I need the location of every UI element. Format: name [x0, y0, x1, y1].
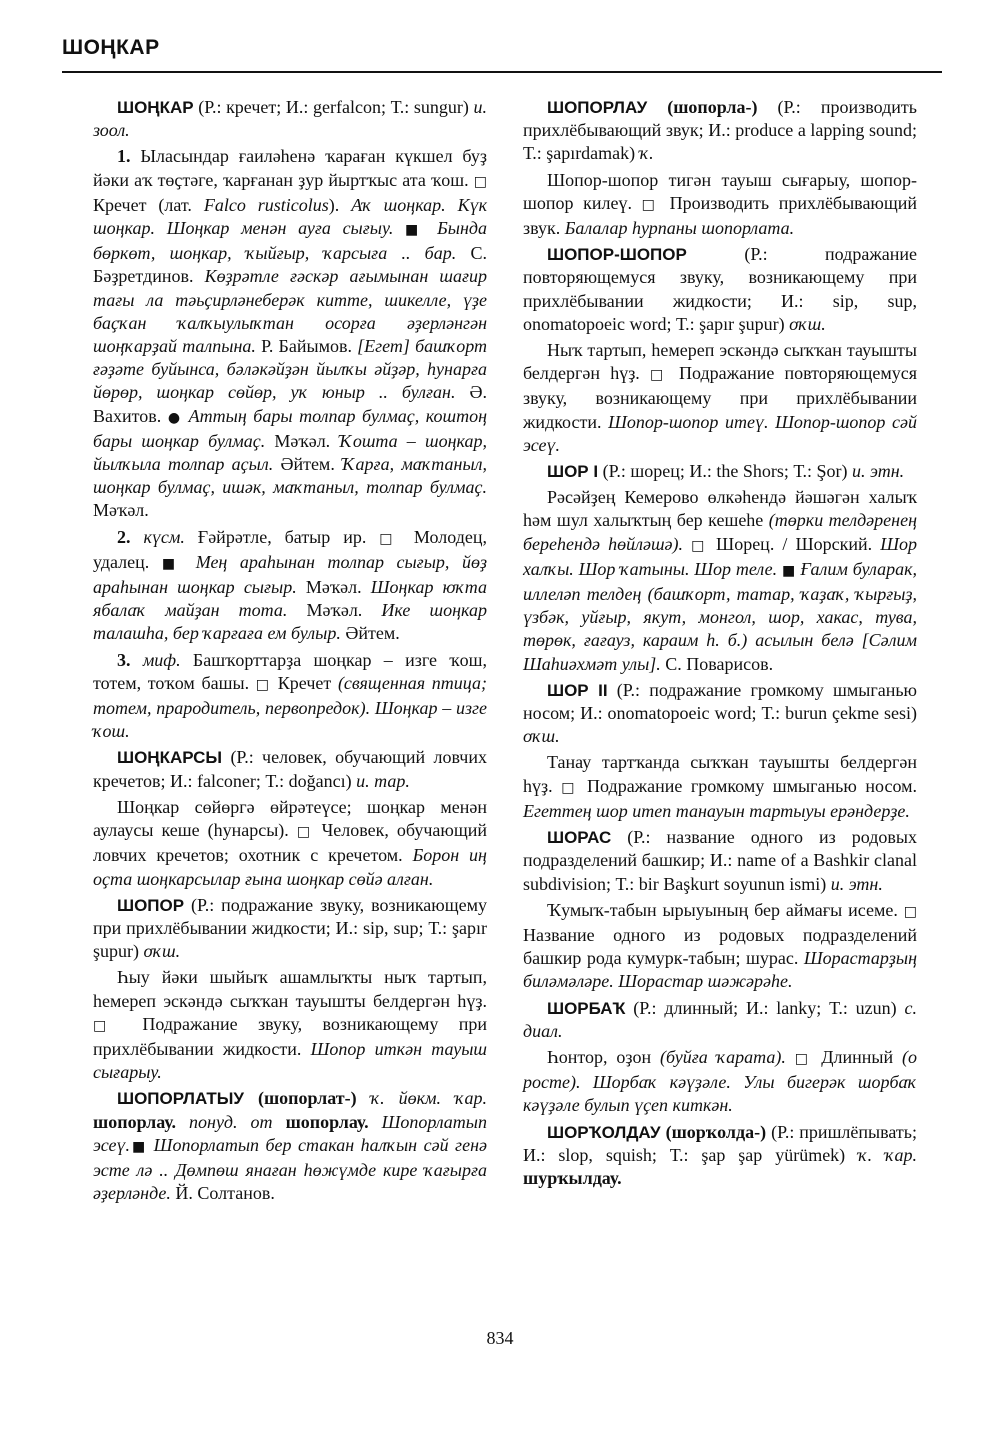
square-icon: ■ — [129, 1138, 148, 1155]
entry-shorbak — [523, 997, 917, 1043]
entry-meta: (Р.: производить прихлёбывающий звук; И.: produce a lapping sound; Т.: şapırdamak) — [523, 97, 917, 164]
entry-body — [523, 1046, 917, 1118]
entry-body — [523, 339, 917, 457]
author: Әйтем. — [273, 454, 343, 475]
example: Егеттең шор итеп танауын тартыуы ерәндерҙе. — [523, 800, 910, 821]
entry-meta: (Р.: подражание громкому шмыганью носом; И.: onomatopoeic word; Т.: burun çekme sesi) — [523, 679, 917, 724]
sense-number: 3. — [117, 649, 131, 670]
entry-meta: (Р.: название одного из родовых подразделений башкир; И.: name of a Bashkir clanal subdivision; Т.: bir Başkurt soyunun ismi) — [523, 827, 917, 894]
box-icon: □ — [794, 1050, 813, 1067]
entry-body — [523, 751, 917, 823]
headword: ШОПОРЛАУ — [547, 98, 648, 117]
grammar-label: оҡш. — [143, 941, 181, 962]
cross-reference: шурҡылдау. — [523, 1167, 622, 1188]
definition: Ыласындар ғаиләһенә ҡараған күкшел буҙ йәки аҡ төҫтәге, ҡарғанан ҙур йыртҡыс ата ҡош. — [93, 146, 487, 190]
definition: Ныҡ тартып, һемереп эскәндә сыҡҡан тауышты белдергән һүҙ. — [523, 340, 917, 384]
entry-shoporlau — [523, 96, 917, 166]
entry-shor-1 — [523, 460, 917, 483]
translation: Подражание повторяющемуся звуку, возникающему при прихлёбывании жидкости. — [523, 363, 918, 432]
definition: Шоңкар сөйөргә өйрәтеүсе; шоңкар менән аулаусы кеше (һунарсы). — [93, 796, 487, 841]
entry-meta: (Р.: пришлёпывать; И.: slop, squish; Т.: şap şap yürümek) — [523, 1121, 917, 1165]
grammar-label: и. зоол. — [93, 97, 487, 141]
entry-shonkar — [93, 96, 487, 142]
headword: ШОПОРЛАТЫУ — [117, 1089, 244, 1109]
entry-body — [523, 899, 917, 994]
grammar-form: (шопорла-) — [647, 97, 778, 117]
grammar-label: миф. — [130, 649, 181, 670]
entry-shopor — [93, 894, 487, 964]
translation: Молодец, удалец. — [93, 526, 487, 572]
proverb: Ҡарға, маҡтаныл, шоңкар булмаҫ, ишәк, маҡтаныл, толпар булмаҫ. — [93, 454, 487, 498]
entry-body — [93, 966, 487, 1084]
author: Й. Солтанов. — [170, 1183, 275, 1204]
definition: Рәсәйҙең Кемерово өлкәһендә йәшәгән халыҡ һәм шул халыҡтың бер кешеһе — [523, 487, 917, 531]
entry-meta: (Р.: человек, обучающий ловчих кречетов; И.: falconer; Т.: doğancı) — [93, 747, 487, 791]
latin-name: Falco rusticolus — [203, 194, 329, 215]
headword: ШОРАС — [547, 828, 612, 848]
page-header — [62, 36, 942, 60]
grammar-label: и. тар. — [356, 770, 410, 791]
running-head: ШОҢКАР — [62, 36, 160, 59]
entry-body — [93, 796, 487, 891]
box-icon: □ — [473, 173, 487, 190]
box-icon: □ — [641, 196, 660, 213]
headword: ШОР I — [547, 462, 599, 482]
author: Ә. Вахитов. — [93, 382, 487, 426]
example: Ғалим буларак, иллеләп телдең (башҡорт, татар, ҡаҙаҡ, ҡырғыҙ, үзбәк, уйғыр, якут, монгол, шор, хакас, тува, төрөк, ғағауз, караим һ. б.) асылын белә [Сәлим Шаһиәхмәт улы]. — [523, 558, 918, 674]
headword: ШОҢКАР — [117, 98, 194, 117]
entry-shopor-shopor — [523, 243, 917, 336]
entry-meta: (Р.: кречет; И.: gerfalcon; Т.: sungur) — [193, 97, 474, 117]
headword: ШОРҠОЛДАУ — [547, 1122, 661, 1142]
square-icon: ■ — [161, 555, 184, 572]
box-icon: □ — [296, 824, 314, 841]
author: Мәҡәл. — [287, 600, 382, 621]
example: Шорастарҙың биләмәләре. Шорастар шәжәрәһе. — [523, 948, 917, 992]
headword: ШОПОР-ШОПОР — [547, 245, 687, 265]
box-icon: □ — [561, 779, 579, 796]
sense-3 — [93, 649, 487, 744]
example: Аҡ шоңкар. Күк шоңкар. Шоңкар менән ауға сығыу. — [93, 194, 487, 239]
example: [Егет] башҡорт ғәҙәте буйынса, бәләкәйҙән йылҡы әйҙәр, һунарға йөрөр, шоңкар сөйөр, уҡ юныр .. булған. — [93, 336, 487, 403]
example: Көҙрәтле ғәскәр ағымынан шағир тағы ла тәьҫирләнеберәк китте, шикелле, үҙе баҫҡан ҡалҡыулыҡтан осорға әҙерләнгән шоңҡарҙай талпына. — [93, 266, 487, 357]
grammar-label: с. диал. — [523, 997, 917, 1041]
header-rule — [62, 71, 942, 73]
box-icon: □ — [649, 367, 669, 384]
translation-end: ). — [328, 194, 352, 215]
sense-number: 2. — [117, 526, 131, 547]
grammar-form: (шорҡолда-) — [660, 1121, 772, 1142]
translation: Кречет (лат. — [93, 194, 204, 215]
example: Шопорлатып эсеү. — [93, 1111, 487, 1155]
translation-note: (о росте). — [523, 1046, 918, 1093]
grammar-label: күсм. — [130, 526, 185, 547]
sense-number: 1. — [117, 146, 131, 167]
square-icon: ■ — [405, 222, 426, 239]
translation: Длинный — [812, 1046, 903, 1067]
translation: Название одного из родовых подразделений башкир рода кумурк-табын; шурас. — [523, 924, 917, 969]
example: Шорбаҡ кәүҙәле. Улы бигерәк шорбаҡ кәүҙәле булып үҫеп киткән. — [523, 1072, 917, 1116]
grammar-label: и. этн. — [852, 461, 905, 482]
left-column — [93, 96, 487, 1208]
page-number: 834 — [486, 1328, 514, 1348]
entry-meta: (Р.: подражание повторяющемуся звуку, возникающему при прихлёбывании жидкости; И.: sip, sup, onomatopoeic word; Т.: şapır şupur) — [523, 244, 917, 334]
headword: ШОҢКАРСЫ — [117, 748, 223, 768]
box-icon: □ — [903, 903, 917, 920]
author: Мәҡәл. — [93, 500, 149, 521]
headword: ШОР II — [547, 680, 608, 700]
box-icon: □ — [379, 530, 401, 547]
example: Шоңкар юҡта ябалаҡ майҙан тота. — [93, 577, 487, 621]
definition: Шопор-шопор тигән тауыш сығарыу, шопор-шопор килеү. — [523, 169, 917, 213]
grammar-form: (шопорлат-) — [243, 1088, 371, 1109]
entry-meta: (Р.: шорец; И.: the Shors; Т.: Şor) — [598, 461, 853, 482]
entry-shor-2 — [523, 679, 917, 749]
entry-body — [523, 486, 917, 676]
author: Әйтем. — [340, 623, 400, 644]
grammar-label: ҡ. йөкм. ҡар. — [370, 1088, 487, 1109]
author: С. Бәҙретдинов. — [93, 243, 487, 287]
definition: Ҡумыҡ-табын ырыуының бер аймағы исеме. — [547, 899, 904, 920]
entry-shonkarsy — [93, 746, 487, 792]
example: Шопор иткән тауыш сығарыу. — [93, 1038, 487, 1083]
definition: Ғәйрәтле, батыр ир. — [184, 526, 380, 547]
square-icon: ■ — [781, 562, 796, 579]
example: Шопор-шопор итеү. Шопор-шопор сәй эсеү. — [523, 411, 917, 455]
grammar-label: ҡ. ҡар. — [858, 1144, 917, 1165]
entry-shorkoldau — [523, 1121, 917, 1191]
right-column — [523, 96, 917, 1193]
definition: Танау тартҡанда сыҡҡан тауышты белдергән һүҙ. — [523, 752, 917, 796]
definition: Һонтор, оҙон — [547, 1046, 660, 1067]
definition: Һыу йәки шыйыҡ ашамлыҡты ныҡ тартып, һемереп эскәндә сыҡҡан тауышты белдергән һүҙ. — [93, 967, 487, 1011]
translation: Человек, обучающий ловчих кречетов; охотник с кречетом. — [93, 820, 487, 866]
proverb: Аттың бары толпар булмаҫ, коштоң бары шоңкар булмаҫ. — [93, 405, 488, 451]
entry-meta: (Р.: подражание звуку, возникающему при прихлёбывании жидкости; И.: sip, sup; Т.: şapır şupur) — [93, 894, 487, 962]
entry-shoras — [523, 826, 917, 896]
example: Балалар һурпаны шопорлата. — [564, 218, 795, 239]
definition-note: (төрки телдәренең береһендә һөйләшә). — [523, 510, 917, 554]
grammar-label: понуд. от — [189, 1111, 273, 1132]
example: Шопорлатып бер стакан һалҡын сәй генә эсте лә .. Дөмпөш янаған һөжүмде кире ҡағырға әҙерләнде. — [93, 1134, 487, 1204]
example: Борон иң оҫта шоңкарсылар ғына шоңкар сөйә алған. — [93, 845, 487, 889]
box-icon: □ — [691, 537, 708, 554]
translation: Шорец. / Шорский. — [707, 533, 881, 554]
box-icon: □ — [93, 1017, 123, 1034]
dot-icon: ● — [167, 409, 183, 426]
proverb: Ҡошта – шоңкар, йылҡыла толпар аҫыл. — [93, 430, 487, 475]
example: Мең араһынан толпар сығыр, йөҙ араһынан шоңкар сығыр. — [93, 551, 487, 598]
sense-1 — [93, 145, 487, 522]
headword: ШОРБАҠ — [547, 998, 626, 1018]
grammar-label: оҡш. — [523, 726, 560, 747]
translation-note: (священная птица; тотем, прародитель, первопредок). — [93, 672, 487, 719]
grammar-label: ҡ. — [639, 143, 654, 164]
headword: ШОПОР — [117, 895, 185, 915]
example: Бында бөркөт, шоңкар, ҡыйғыр, ҡарсыға .. бар. — [93, 218, 488, 264]
box-icon: □ — [255, 676, 272, 693]
author: Р. Байымов. — [255, 336, 358, 357]
cross-reference: шопорлау. — [272, 1111, 382, 1132]
example: Шоңкар – изге ҡош. — [93, 698, 487, 742]
translation: Производить прихлёбывающий звук. — [523, 192, 918, 239]
translation: Подражание громкому шмыганью носом. — [578, 775, 917, 796]
grammar-label: оҡш. — [789, 313, 826, 334]
cross-reference: шопорлау. — [93, 1111, 190, 1132]
definition-note: (буйға ҡарата). — [659, 1046, 786, 1067]
entry-shoporlatyu — [93, 1087, 487, 1205]
author: Мәҡәл. — [296, 577, 371, 598]
example: Шор халҡы. Шор ҡатыны. Шор теле. — [523, 533, 917, 579]
author: С. Поварисов. — [660, 653, 774, 674]
example: Ике шоңкар талашһа, бер ҡарғаға ем булыр. — [93, 600, 487, 644]
translation: Кречет — [271, 672, 338, 693]
author: Мәҡәл. — [265, 430, 340, 451]
sense-2 — [93, 526, 487, 646]
translation: Подражание звуку, возникающему при прихлёбывании жидкости. — [93, 1013, 487, 1059]
grammar-label: и. этн. — [830, 873, 883, 894]
entry-meta: (Р.: длинный; И.: lanky; Т.: uzun) — [625, 997, 905, 1018]
definition: Башҡорттарҙа шоңкар – изге ҡош, тотем, тоҡом башы. — [93, 649, 487, 693]
entry-body — [523, 169, 917, 241]
